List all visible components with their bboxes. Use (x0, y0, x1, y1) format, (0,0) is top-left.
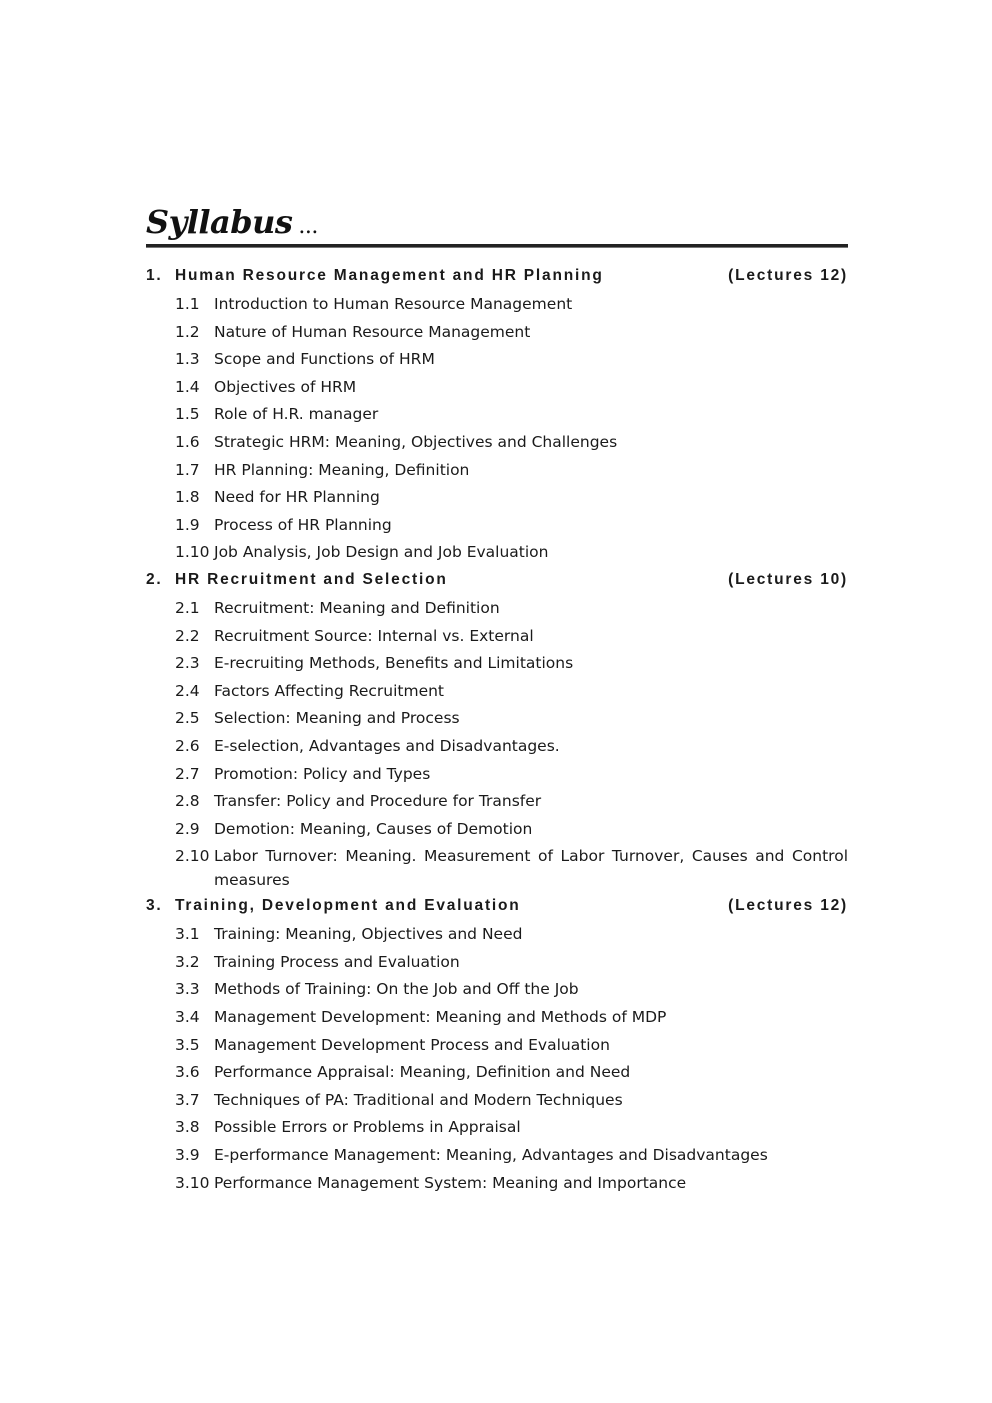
topic-number: 2.9 (175, 819, 200, 838)
syllabus-topic (146, 1141, 848, 1169)
topic-text: Process of HR Planning (214, 515, 392, 534)
syllabus-topic (146, 1058, 848, 1086)
unit-number: 1. (146, 267, 163, 284)
syllabus-topic (146, 428, 848, 456)
syllabus-topic (146, 1031, 848, 1059)
topic-number: 3.5 (175, 1035, 200, 1054)
topic-number: 3.4 (175, 1008, 200, 1027)
topic-number: 2.3 (175, 654, 200, 673)
topic-number: 2.8 (175, 792, 200, 811)
syllabus-topic (146, 538, 848, 566)
topic-number: 1.2 (175, 322, 200, 341)
syllabus-topic (146, 594, 848, 622)
topic-number: 1.7 (175, 460, 200, 479)
topic-text: E-performance Management: Meaning, Advantages and Disadvantages (214, 1146, 768, 1165)
topic-text: Performance Appraisal: Meaning, Definition and Need (214, 1063, 631, 1082)
topic-number: 1.9 (175, 515, 200, 534)
topic-text: Possible Errors or Problems in Appraisal (214, 1118, 521, 1137)
topic-number: 1.6 (175, 432, 200, 451)
topic-number: 3.6 (175, 1063, 200, 1082)
syllabus-topic (146, 787, 848, 815)
topic-number: 2.6 (175, 736, 200, 755)
title-divider (146, 244, 848, 248)
syllabus-topic (146, 1003, 848, 1031)
topic-number: 2.10 (175, 847, 210, 866)
syllabus-topic (146, 649, 848, 677)
topic-number: 2.5 (175, 709, 200, 728)
syllabus-topic (146, 815, 848, 843)
topic-text: Methods of Training: On the Job and Off the Job (214, 980, 579, 999)
syllabus-topic (146, 345, 848, 373)
syllabus-topic (146, 920, 848, 948)
units-list (146, 262, 848, 1196)
unit-heading (146, 892, 848, 920)
topic-number: 1.3 (175, 350, 200, 369)
topic-number: 1.8 (175, 488, 200, 507)
topic-text: Promotion: Policy and Types (214, 764, 431, 783)
topic-text: Strategic HRM: Meaning, Objectives and Challenges (214, 432, 618, 451)
topic-number: 3.1 (175, 925, 200, 944)
topic-text: Need for HR Planning (214, 488, 380, 507)
syllabus-page (146, 200, 848, 1196)
topic-number: 3.7 (175, 1090, 200, 1109)
topic-text: Objectives of HRM (214, 377, 357, 396)
topic-number: 3.3 (175, 980, 200, 999)
topic-text: Management Development: Meaning and Methods of MDP (214, 1008, 667, 1027)
topic-text: Job Analysis, Job Design and Job Evaluation (214, 543, 549, 562)
topic-number: 2.2 (175, 626, 200, 645)
topic-text: Recruitment: Meaning and Definition (214, 598, 500, 617)
topic-text: Introduction to Human Resource Management (214, 295, 573, 313)
syllabus-topic (146, 975, 848, 1003)
syllabus-topic (146, 1113, 848, 1141)
topic-text: Selection: Meaning and Process (214, 709, 460, 728)
unit-lectures: (Lectures 12) (728, 267, 848, 284)
topic-text: Recruitment Source: Internal vs. External (214, 626, 534, 645)
syllabus-topic (146, 400, 848, 428)
topic-number: 3.8 (175, 1118, 200, 1137)
syllabus-topic (146, 948, 848, 976)
topic-text: Techniques of PA: Traditional and Modern Techniques (214, 1090, 623, 1109)
syllabus-topic (146, 842, 848, 892)
topic-number: 3.2 (175, 952, 200, 971)
unit-title-text: Training, Development and Evaluation (175, 897, 521, 915)
topic-number: 2.7 (175, 764, 200, 783)
syllabus-topic (146, 290, 848, 318)
topic-text: E-recruiting Methods, Benefits and Limitations (214, 654, 574, 673)
unit-lectures: (Lectures 12) (728, 897, 848, 915)
unit-lectures: (Lectures 10) (728, 570, 848, 588)
unit-number: 2. (146, 570, 163, 588)
topic-text: Role of H.R. manager (214, 405, 379, 424)
unit-title (146, 892, 521, 920)
topic-text: Demotion: Meaning, Causes of Demotion (214, 819, 533, 838)
syllabus-topic (146, 677, 848, 705)
topic-text: HR Planning: Meaning, Definition (214, 460, 470, 479)
topic-text: Training Process and Evaluation (214, 952, 460, 971)
topic-number: 1.5 (175, 405, 200, 424)
unit-title-text: Human Resource Management and HR Planning (175, 267, 604, 284)
syllabus-topic (146, 1169, 848, 1197)
syllabus-topic (146, 483, 848, 511)
page-title-ellipsis: ... (298, 214, 318, 239)
unit-title-text: HR Recruitment and Selection (175, 570, 448, 588)
topic-number: 1.10 (175, 543, 210, 562)
topic-text: Nature of Human Resource Management (214, 322, 531, 341)
syllabus-topic (146, 456, 848, 484)
topic-number: 3.9 (175, 1146, 200, 1165)
topic-text: Management Development Process and Evaluation (214, 1035, 610, 1054)
unit-number: 3. (146, 897, 163, 915)
topic-text: Labor Turnover: Meaning. Measurement of Labor Turnover, Causes and Control measures (214, 847, 848, 890)
syllabus-topic (146, 732, 848, 760)
syllabus-topic (146, 373, 848, 401)
syllabus-topic (146, 622, 848, 650)
syllabus-topic (146, 1086, 848, 1114)
syllabus-topic (146, 704, 848, 732)
topic-text: Transfer: Policy and Procedure for Transfer (214, 792, 542, 811)
topic-number: 2.1 (175, 598, 200, 617)
unit-title (146, 262, 604, 290)
topic-text: Factors Affecting Recruitment (214, 681, 445, 700)
topic-text: Training: Meaning, Objectives and Need (214, 925, 523, 944)
unit-heading (146, 566, 848, 594)
syllabus-topic (146, 318, 848, 346)
topic-text: Performance Management System: Meaning and Importance (214, 1173, 687, 1192)
page-title (146, 200, 848, 244)
page-title-text: Syllabus (146, 203, 293, 241)
topic-number: 1.1 (175, 295, 200, 313)
topic-number: 2.4 (175, 681, 200, 700)
syllabus-topic (146, 760, 848, 788)
unit-title (146, 566, 448, 594)
unit-heading (146, 262, 848, 290)
topic-number: 1.4 (175, 377, 200, 396)
topic-number: 3.10 (175, 1173, 210, 1192)
syllabus-topic (146, 511, 848, 539)
topic-text: E-selection, Advantages and Disadvantages. (214, 736, 560, 755)
topic-text: Scope and Functions of HRM (214, 350, 435, 369)
